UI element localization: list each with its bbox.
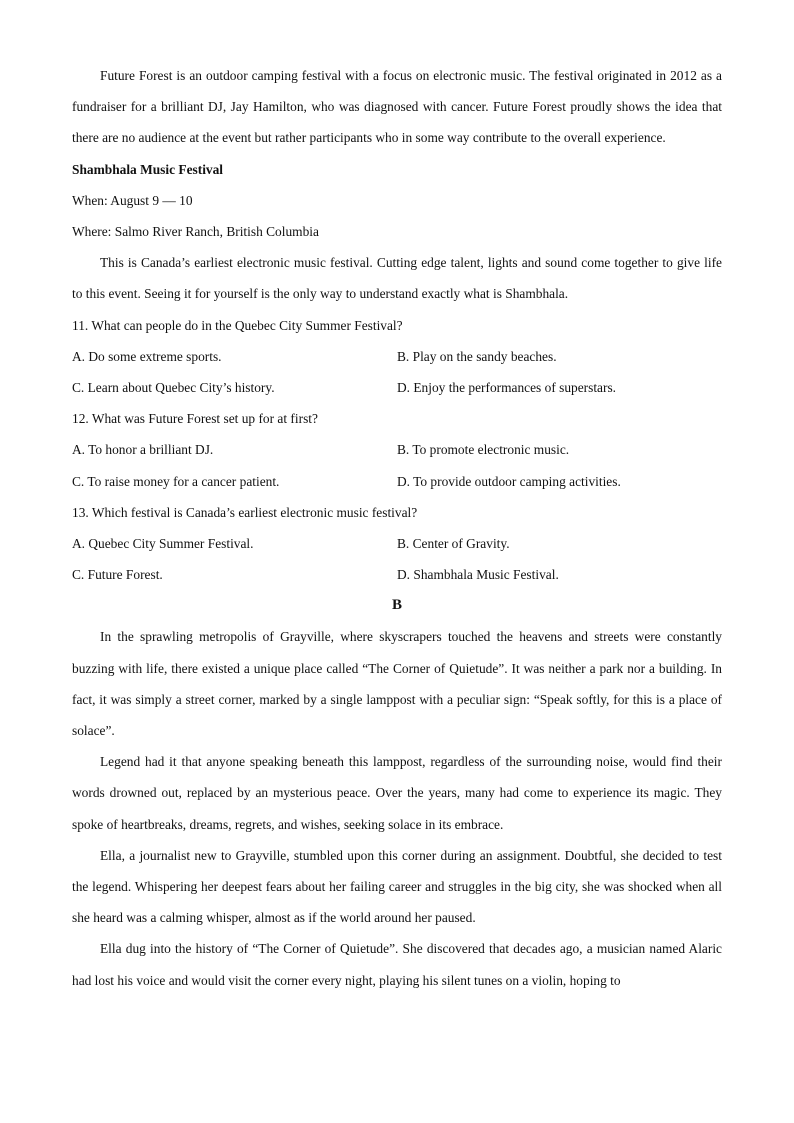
option-c: C. Future Forest. <box>72 567 163 583</box>
option-b: B. Center of Gravity. <box>397 535 510 551</box>
future-forest-paragraph: Future Forest is an outdoor camping festival with a focus on electronic music. The festival originated in 2012 as a fundraiser for a brilliant DJ, Jay Hamilton, who was diagnosed with cancer. Future Forest proudly shows the idea that there are no audience at the event but rather participants who in some way contribute to the overall experience. <box>72 68 722 146</box>
option-c: C. Learn about Quebec City’s history. <box>72 379 275 395</box>
option-b: B. Play on the sandy beaches. <box>397 348 557 364</box>
option-a: A. Quebec City Summer Festival. <box>72 535 254 551</box>
shambhala-heading: Shambhala Music Festival <box>72 161 224 177</box>
option-d: D. Shambhala Music Festival. <box>397 567 559 583</box>
question-stem: 11. What can people do in the Quebec City Summer Festival? <box>72 317 403 333</box>
options-row <box>72 559 722 590</box>
question-13 <box>72 497 722 591</box>
section-b-paragraph: Legend had it that anyone speaking beneath this lamppost, regardless of the surrounding noise, would find their words drowned out, replaced by an mysterious peace. Over the years, many had come to experience its magic. They spoke of heartbreaks, dreams, regrets, and wishes, seeking solace in its embrace. <box>72 754 722 832</box>
question-stem: 12. What was Future Forest set up for at first? <box>72 411 318 427</box>
options-row <box>72 341 722 372</box>
section-b-paragraph: Ella dug into the history of “The Corner of Quietude”. She discovered that decades ago, a musician named Alaric had lost his voice and would visit the corner every night, playing his silent tunes on a violin, hoping to <box>72 941 722 988</box>
document-page <box>72 60 722 996</box>
option-c: C. To raise money for a cancer patient. <box>72 473 280 489</box>
option-b: B. To promote electronic music. <box>397 442 570 458</box>
options-row <box>72 466 722 497</box>
option-a: A. To honor a brilliant DJ. <box>72 442 214 458</box>
shambhala-where: Where: Salmo River Ranch, British Columbia <box>72 223 319 239</box>
option-d: D. Enjoy the performances of superstars. <box>397 379 617 395</box>
question-12 <box>72 403 722 497</box>
option-a: A. Do some extreme sports. <box>72 348 222 364</box>
section-b-paragraph: In the sprawling metropolis of Grayville, where skyscrapers touched the heavens and streets were constantly buzzing with life, there existed a unique place called “The Corner of Quietude”. It was neither a park nor a building. In fact, it was simply a street corner, marked by a single lamppost with a peculiar sign: “Speak softly, for this is a place of solace”. <box>72 629 722 739</box>
section-b-paragraph: Ella, a journalist new to Grayville, stumbled upon this corner during an assignment. Doubtful, she decided to test the legend. Whispering her deepest fears about her failing career and struggles in the big city, she was shocked when all she heard was a calming whisper, almost as if the world around her paused. <box>72 847 722 926</box>
shambhala-when: When: August 9 — 10 <box>72 192 193 208</box>
section-b-title: B <box>391 597 402 614</box>
options-row <box>72 372 722 403</box>
options-row <box>72 434 722 465</box>
option-d: D. To provide outdoor camping activities. <box>397 473 621 489</box>
shambhala-description: This is Canada’s earliest electronic music festival. Cutting edge talent, lights and sound come together to give life to this event. Seeing it for yourself is the only way to understand exactly what is Shambhala. <box>72 255 722 302</box>
options-row <box>72 528 722 559</box>
question-stem: 13. Which festival is Canada’s earliest electronic music festival? <box>72 504 418 520</box>
question-11 <box>72 310 722 404</box>
